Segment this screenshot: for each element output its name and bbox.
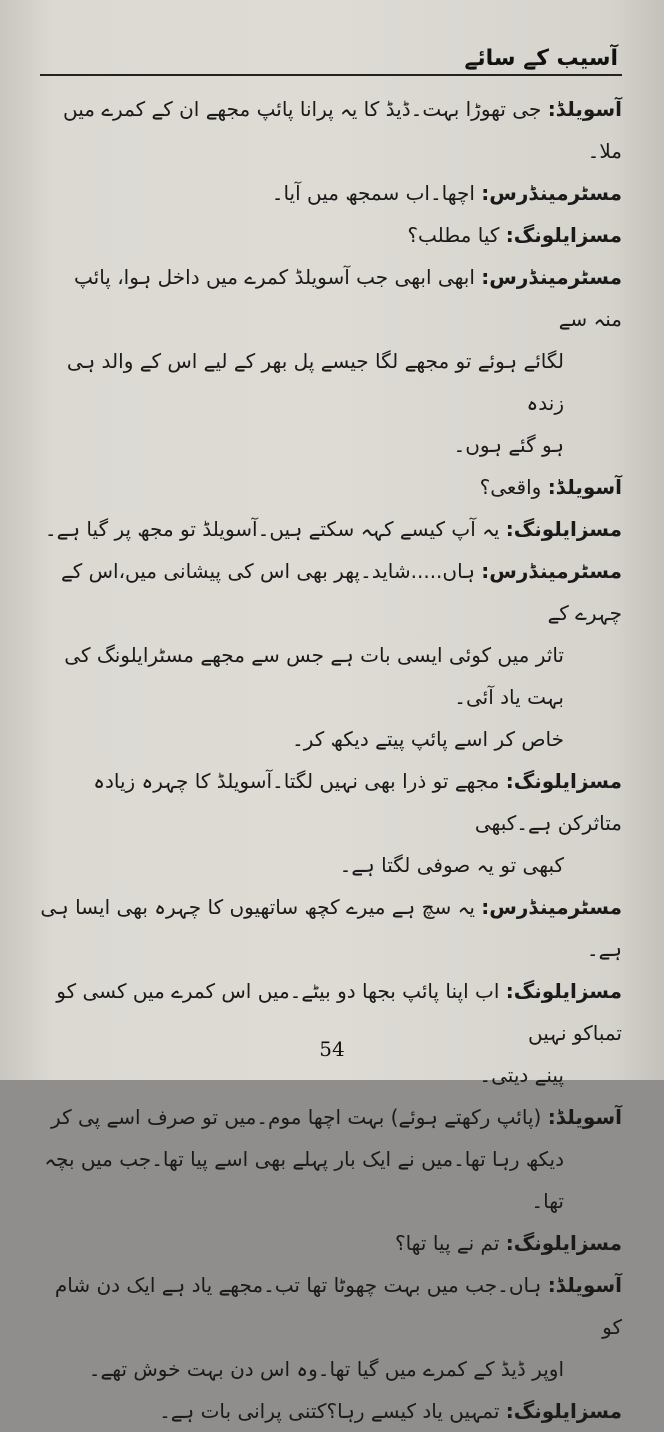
page-number: 54	[319, 1037, 345, 1061]
dialogue-first-line	[40, 466, 622, 508]
dialogue-paragraph	[40, 172, 622, 214]
dialogue-continuation-line	[40, 718, 622, 760]
dialogue-paragraph	[40, 508, 622, 550]
dialogue-text: تمہیں یاد کیسے رہا؟کتنی پرانی بات ہے۔	[159, 1399, 500, 1423]
speaker-name: مسزایلونگ:	[505, 1399, 622, 1423]
dialogue-text: یہ آپ کیسے کہہ سکتے ہیں۔آسویلڈ تو مجھ پر گیا ہے۔	[44, 517, 500, 541]
dialogue-paragraph	[40, 466, 622, 508]
dialogue-continuation-line	[40, 844, 622, 886]
dialogue-text: ہو گئے ہوں۔	[453, 433, 564, 457]
dialogue-paragraph	[40, 1390, 622, 1432]
dialogue-text: مجھے تو ذرا بھی نہیں لگتا۔آسویلڈ کا چہرہ زیادہ متاثرکن ہے۔کبھی	[93, 769, 622, 835]
dialogue-first-line	[40, 256, 622, 340]
dialogue-paragraph	[40, 256, 622, 466]
dialogue-text: تم نے پیا تھا؟	[394, 1231, 500, 1255]
dialogue-paragraph	[40, 1222, 622, 1264]
dialogue-paragraph	[40, 970, 622, 1096]
speaker-name: مسٹرمینڈرس:	[481, 265, 622, 289]
dialogue-paragraph	[40, 1264, 622, 1390]
speaker-name: مسزایلونگ:	[505, 979, 622, 1003]
speaker-name: آسویلڈ:	[547, 475, 622, 499]
dialogue-text: کیا مطلب؟	[407, 223, 500, 247]
dialogue-continuation-line	[40, 1138, 622, 1222]
dialogue-paragraph	[40, 760, 622, 886]
dialogue-body	[40, 88, 622, 1432]
dialogue-first-line	[40, 760, 622, 844]
speaker-name: مسزایلونگ:	[505, 769, 622, 793]
dialogue-first-line	[40, 88, 622, 172]
dialogue-first-line	[40, 550, 622, 634]
dialogue-text: واقعی؟	[479, 475, 542, 499]
dialogue-first-line	[40, 886, 622, 970]
dialogue-text: کبھی تو یہ صوفی لگتا ہے۔	[339, 853, 564, 877]
speaker-name: مسٹرمینڈرس:	[481, 559, 622, 583]
dialogue-first-line	[40, 1096, 622, 1138]
dialogue-text: خاص کر اسے پائپ پیتے دیکھ کر۔	[291, 727, 564, 751]
dialogue-text: جی تھوڑا بہت۔ڈیڈ کا یہ پرانا پائپ مجھے ان کے کمرے میں ملا۔	[62, 97, 622, 163]
dialogue-paragraph	[40, 550, 622, 760]
dialogue-text: اوپر ڈیڈ کے کمرے میں گیا تھا۔وہ اس دن بہت خوش تھے۔	[88, 1357, 564, 1381]
dialogue-first-line	[40, 214, 622, 256]
dialogue-text: پینے دیتی۔	[479, 1063, 564, 1087]
dialogue-paragraph	[40, 214, 622, 256]
dialogue-first-line	[40, 1222, 622, 1264]
speaker-name: آسویلڈ:	[547, 1273, 622, 1297]
dialogue-paragraph	[40, 886, 622, 970]
dialogue-continuation-line	[40, 424, 622, 466]
dialogue-continuation-line	[40, 1348, 622, 1390]
speaker-name: مسزایلونگ:	[505, 517, 622, 541]
dialogue-text: یہ سچ ہے میرے کچھ ساتھیوں کا چہرہ بھی ایسا ہی ہے۔	[40, 895, 622, 961]
dialogue-text: اب اپنا پائپ بجھا دو بیٹے۔میں اس کمرے میں کسی کو تمباکو نہیں	[56, 979, 622, 1045]
dialogue-text: (پائپ رکھتے ہوئے) بہت اچھا موم۔میں تو صرف اسے پی کر	[51, 1105, 542, 1129]
dialogue-first-line	[40, 508, 622, 550]
speaker-name: مسٹرمینڈرس:	[481, 181, 622, 205]
dialogue-text: دیکھ رہا تھا۔میں نے ایک بار پہلے بھی اسے پیا تھا۔جب میں بچہ تھا۔	[44, 1147, 564, 1213]
dialogue-paragraph	[40, 1096, 622, 1222]
dialogue-continuation-line	[40, 340, 622, 424]
header-divider	[40, 74, 622, 76]
dialogue-first-line	[40, 1390, 622, 1432]
dialogue-first-line	[40, 172, 622, 214]
dialogue-continuation-line	[40, 634, 622, 718]
speaker-name: مسٹرمینڈرس:	[481, 895, 622, 919]
speaker-name: مسزایلونگ:	[505, 223, 622, 247]
dialogue-first-line	[40, 1264, 622, 1348]
dialogue-text: تاثر میں کوئی ایسی بات ہے جس سے مجھے مسٹرایلونگ کی بہت یاد آئی۔	[64, 643, 564, 709]
dialogue-text: ہاں۔جب میں بہت چھوٹا تھا تب۔مجھے یاد ہے ایک دن شام کو	[54, 1273, 622, 1339]
speaker-name: آسویلڈ:	[547, 1105, 622, 1129]
speaker-name: مسزایلونگ:	[505, 1231, 622, 1255]
dialogue-text: ابھی ابھی جب آسویلڈ کمرے میں داخل ہوا، پائپ منہ سے	[73, 265, 622, 331]
dialogue-text: لگائے ہوئے تو مجھے لگا جیسے پل بھر کے لیے اس کے والد ہی زندہ	[66, 349, 564, 415]
running-header-title: آسیب کے سائے	[464, 46, 618, 71]
dialogue-text: ہاں.....شاید۔پھر بھی اس کی پیشانی میں،اس کے چہرے کے	[61, 559, 622, 625]
speaker-name: آسویلڈ:	[547, 97, 622, 121]
dialogue-text: اچھا۔اب سمجھ میں آیا۔	[271, 181, 475, 205]
dialogue-paragraph	[40, 88, 622, 172]
